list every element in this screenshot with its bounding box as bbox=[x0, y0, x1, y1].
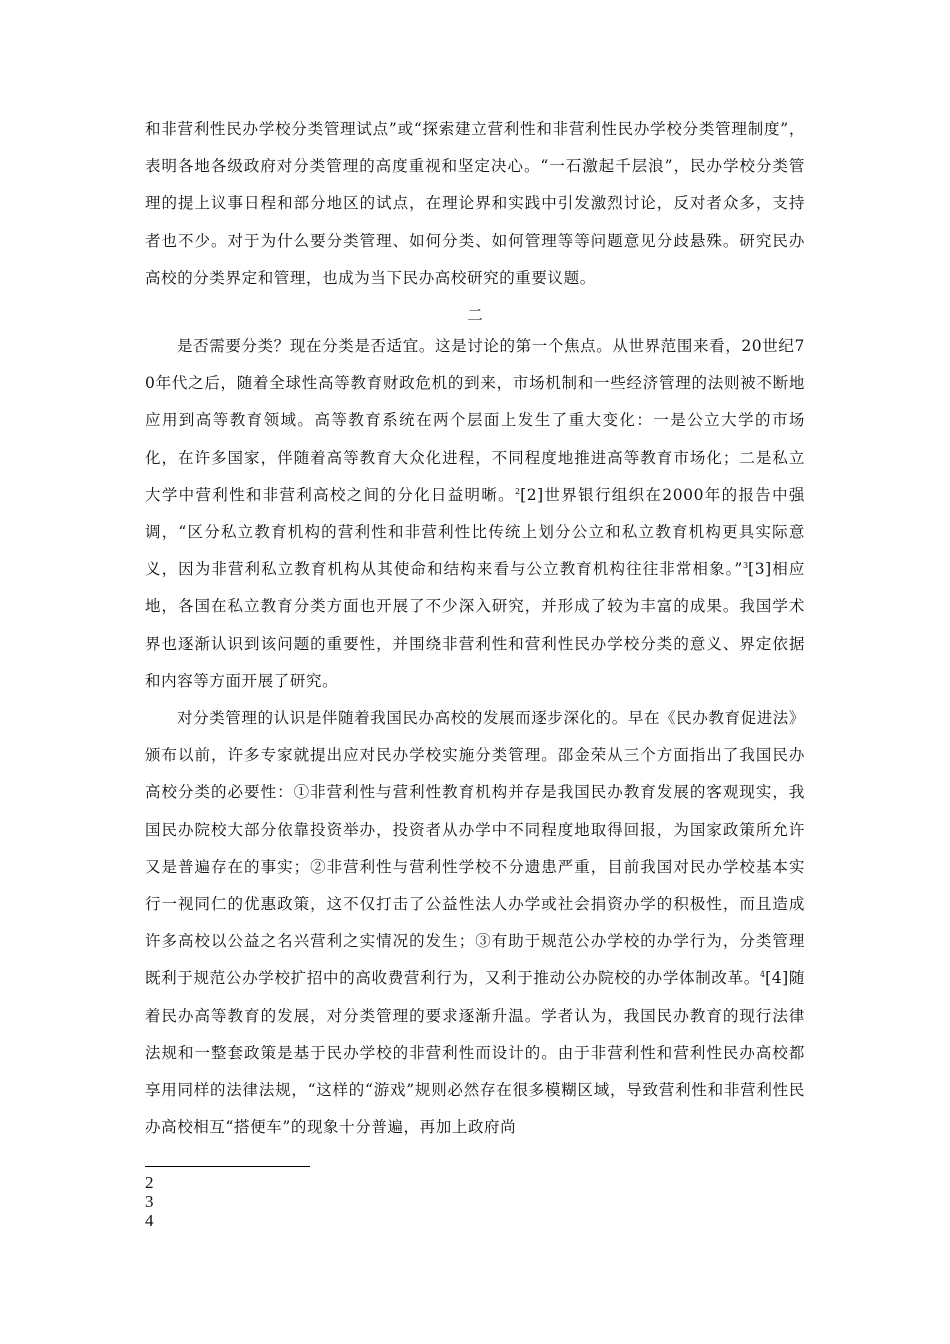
paragraph-text: [3]相应地，各国在私立教育分类方面也开展了不少深入研究，并形成了较为丰富的成果。我国学术界也逐渐认识到该问题的重要性，并围绕非营利性和营利性民办学校分类的意义、界定依据和内容等方面开展了研究。 bbox=[145, 560, 805, 690]
footnote-item: 4 bbox=[145, 1211, 154, 1230]
footnote-separator bbox=[145, 1166, 310, 1167]
footnote-reference[interactable]: 2 bbox=[514, 486, 521, 496]
paragraph-classification-debate bbox=[145, 328, 805, 700]
footnote-list bbox=[145, 1173, 154, 1230]
section-heading: 二 bbox=[467, 306, 483, 324]
paragraph-text: 和非营利性民办学校分类管理试点”或“探索建立营利性和非营利性民办学校分类管理制度”，表明各地各级政府对分类管理的高度重视和坚定决心。“一石激起千层浪”，民办学校分类管理的提上议事日程和部分地区的试点，在理论界和实践中引发激烈讨论，反对者众多，支持者也不少。对于为什么要分类管理、如何分类、如何管理等等问题意见分歧悬殊。研究民办高校的分类界定和管理，也成为当下民办高校研究的重要议题。 bbox=[145, 120, 805, 287]
footnote-reference[interactable]: 3 bbox=[742, 561, 749, 571]
paragraph-text: 对分类管理的认识是伴随着我国民办高校的发展而逐步深化的。早在《民办教育促进法》颁布以前，许多专家就提出应对民办学校实施分类管理。邵金荣从三个方面指出了我国民办高校分类的必要性：①非营利性与营利性教育机构并存是我国民办教育发展的客观现实，我国民办院校大部分依靠投资举办，投资者从办学中不同程度地取得回报，为国家政策所允许又是普遍存在的事实；②非营利性与营利性学校不分遗患严重，目前我国对民办学校基本实行一视同仁的优惠政策，这不仅打击了公益性法人办学或社会捐资办学的积极性，而且造成许多高校以公益之名兴营利之实情况的发生；③有助于规范公办学校的办学行为，分类管理既利于规范公办学校扩招中的高收费营利行为，又利于推动公办院校的办学体制改革。 bbox=[145, 709, 805, 988]
footnote-item: 3 bbox=[145, 1192, 154, 1211]
paragraph-text: 是否需要分类？现在分类是否适宜。这是讨论的第一个焦点。从世界范围来看，20世纪70年代之后，随着全球性高等教育财政危机的到来，市场机制和一些经济管理的法则被不断地应用到高等教育领域。高等教育系统在两个层面上发生了重大变化：一是公立大学的市场化，在许多国家，伴随着高等教育大众化进程，不同程度地推进高等教育市场化；二是私立大学中营利性和非营利高校之间的分化日益明晰。 bbox=[145, 337, 805, 504]
paragraph-continuation bbox=[145, 111, 805, 297]
paragraph-text: [2]世界银行组织在2000年的报告中强调，“区分私立教育机构的营利性和非营利性比传统上划分公立和私立教育机构更具实际意义，因为非营利私立教育机构从其使命和结构来看与公立教育机构往往非常相象。” bbox=[145, 485, 805, 579]
paragraph-text: [4]随着民办高等教育的发展，对分类管理的要求逐渐升温。学者认为，我国民办教育的现行法律法规和一整套政策是基于民办学校的非营利性而设计的。由于非营利性和营利性民办高校都享用同样的法律法规，“这样的“游戏”规则必然存在很多模糊区域，导致营利性和非营利性民办高校相互“搭便车”的现象十分普遍，再加上政府尚 bbox=[145, 969, 806, 1137]
footnote-reference[interactable]: 4 bbox=[759, 970, 766, 980]
footnote-item: 2 bbox=[145, 1173, 154, 1192]
paragraph-classification-awareness bbox=[145, 700, 805, 1146]
